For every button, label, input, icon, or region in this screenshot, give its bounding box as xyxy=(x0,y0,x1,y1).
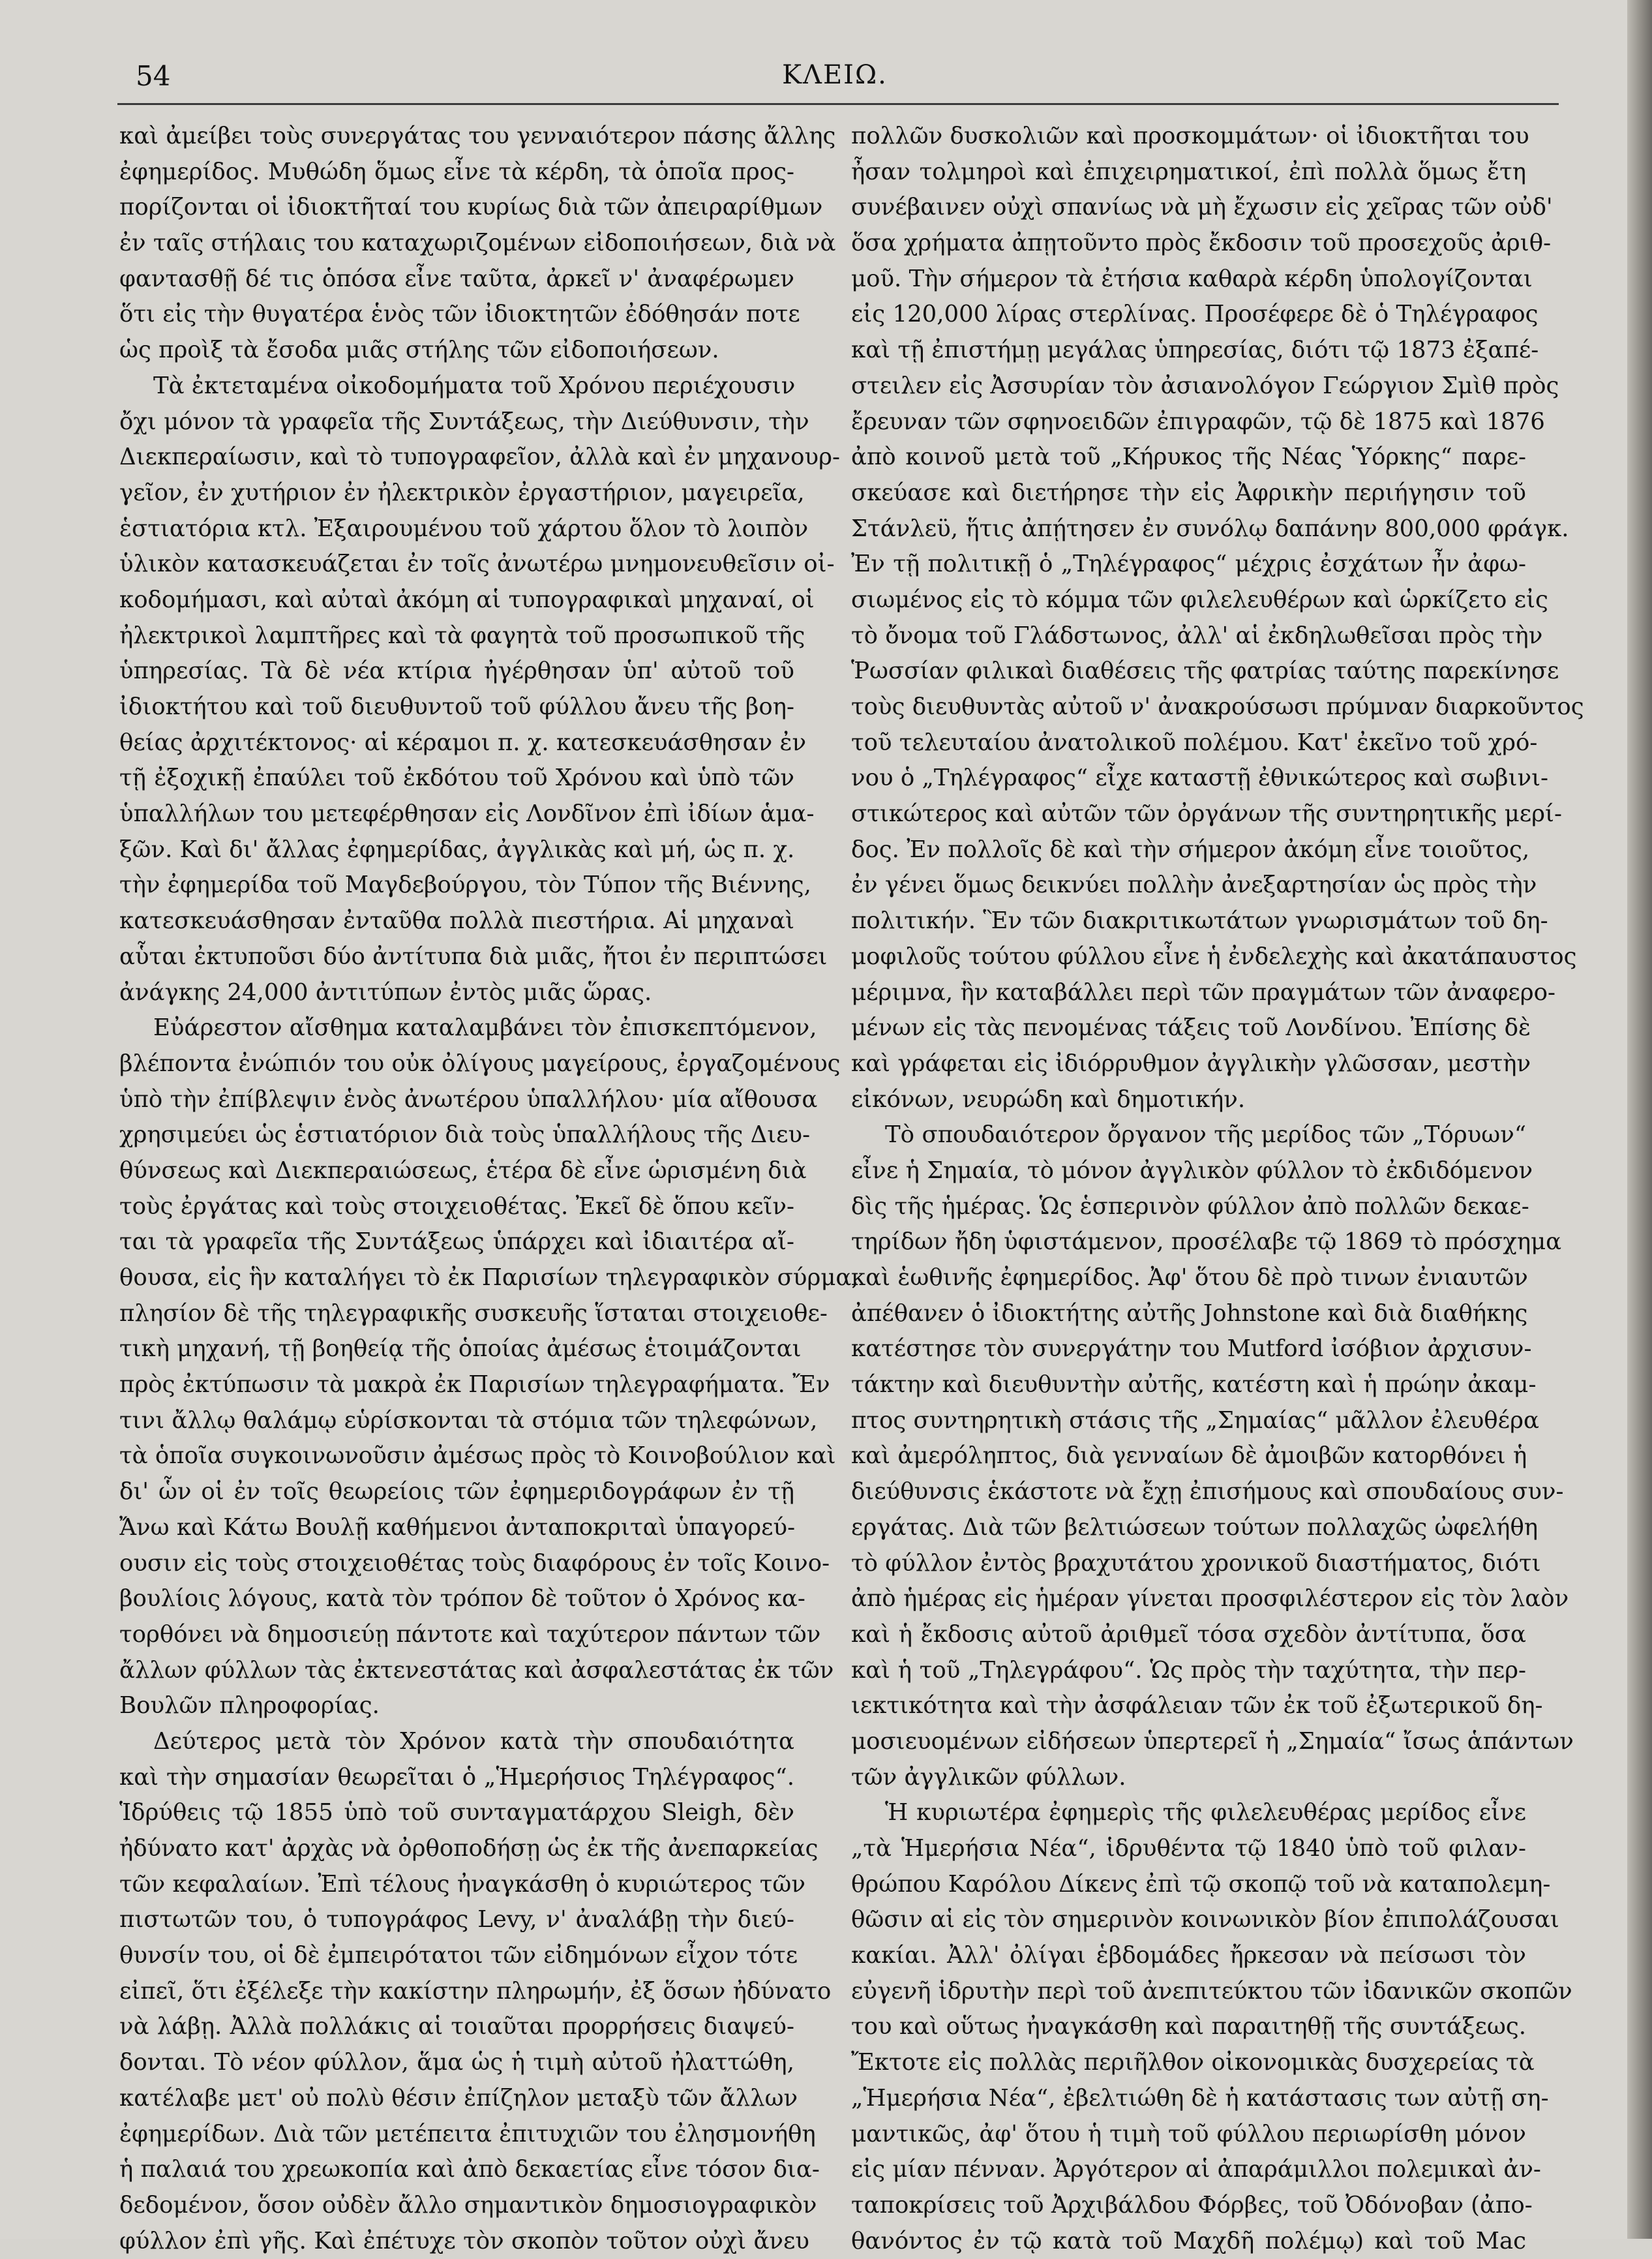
text-line: σκεύασε καὶ διετήρησε τὴν εἰς Ἀφρικὴν περιήγησιν τοῦ xyxy=(851,479,1526,506)
text-line: Ἡ κυριωτέρα ἐφημερὶς τῆς φιλελευθέρας μερίδος εἶνε xyxy=(885,1799,1526,1827)
text-line: ἦσαν τολμηροὶ καὶ ἐπιχειρηματικοί, ἐπὶ πολλὰ ὅμως ἔτη xyxy=(851,158,1526,185)
text-line: διεύθυνσις ἑκάστοτε νὰ ἔχῃ ἐπισήμους καὶ σπουδαίους συν- xyxy=(851,1478,1564,1506)
text-line: δος. Ἐν πολλοῖς δὲ καὶ τὴν σήμερον ἀκόμη εἶνε τοιοῦτος, xyxy=(851,836,1530,863)
text-line: μοσιευομένων εἰδήσεων ὑπερτερεῖ ἡ „Σημαία“ ἴσως ἁπάντων xyxy=(851,1727,1574,1755)
text-line: ἀνάγκης 24,000 ἀντιτύπων ἐντὸς μιᾶς ὥρας. xyxy=(119,978,652,1006)
text-line: δονται. Τὸ νέον φύλλον, ἅμα ὡς ἡ τιμὴ αὐτοῦ ἠλαττώθη, xyxy=(119,2049,794,2076)
text-line: νὰ λάβῃ. Ἀλλὰ πολλάκις αἱ τοιαῦται προρρήσεις διαψεύ- xyxy=(119,2013,794,2040)
text-line: θύνσεως καὶ Διεκπεραιώσεως, ἑτέρα δὲ εἶνε ὡρισμένη διὰ xyxy=(119,1157,807,1184)
text-line: κατεσκευάσθησαν ἐνταῦθα πολλὰ πιεστήρια. Αἱ μηχαναὶ xyxy=(119,907,794,935)
text-line: ξῶν. Καὶ δι' ἄλλας ἐφημερίδας, ἀγγλικὰς καὶ μή, ὡς π. χ. xyxy=(119,836,795,863)
text-line: θυνσίν του, οἱ δὲ ἐμπειρότατοι τῶν εἰδημόνων εἶχον τότε xyxy=(119,1942,798,1969)
text-line: ἄλλων φύλλων τὰς ἐκτενεστάτας καὶ ἀσφαλεστάτας ἐκ τῶν xyxy=(119,1656,834,1684)
text-line: δὶς τῆς ἡμέρας. Ὡς ἑσπερινὸν φύλλον ἀπὸ πολλῶν δεκαε- xyxy=(851,1192,1529,1220)
text-line: Ἄνω καὶ Κάτω Βουλῇ καθήμενοι ἀνταποκριταὶ ὑπαγορεύ- xyxy=(119,1513,796,1541)
text-line: ἑστιατόρια κτλ. Ἐξαιρουμένου τοῦ χάρτου ὅλον τὸ λοιπὸν xyxy=(119,515,809,542)
text-line: τοῦ τελευταίου ἀνατολικοῦ πολέμου. Κατ' ἐκεῖνο τοῦ χρό- xyxy=(851,729,1538,756)
text-line: πολλῶν δυσκολιῶν καὶ προσκομμάτων· οἱ ἰδιοκτῆται του xyxy=(851,123,1529,149)
page-gutter-shadow xyxy=(1627,0,1652,2239)
text-line: αὗται ἐκτυποῦσι δύο ἀντίτυπα διὰ μιᾶς, ἤτοι ἐν περιπτώσει xyxy=(119,943,828,970)
text-line: ἀπὸ κοινοῦ μετὰ τοῦ „Κήρυκος τῆς Νέας Ὑόρκης“ παρε- xyxy=(851,444,1526,471)
text-line: θανόντος ἐν τῷ κατὰ τοῦ Μαχδῆ πολέμῳ) καὶ τοῦ Mac xyxy=(851,2227,1526,2254)
text-line: συνέβαινεν οὐχὶ σπανίως νὰ μὴ ἔχωσιν εἰς χεῖρας τῶν οὐδ' xyxy=(851,194,1553,221)
text-line: θείας ἀρχιτέκτονος· αἱ κέραμοι π. χ. κατεσκευάσθησαν ἐν xyxy=(119,729,807,756)
text-line: εἰς 120,000 λίρας στερλίνας. Προσέφερε δὲ ὁ Τηλέγραφος xyxy=(851,301,1539,328)
text-line: ἰδιοκτήτου καὶ τοῦ διευθυντοῦ τοῦ φύλλου ἄνευ τῆς βοη- xyxy=(119,693,794,720)
text-line: τὸ ὄνομα τοῦ Γλάδστωνος, ἀλλ' αἱ ἐκδηλωθεῖσαι πρὸς τὴν xyxy=(851,622,1543,649)
text-line: Ἱδρύθεις τῷ 1855 ὑπὸ τοῦ συνταγματάρχου Sleigh, δὲν xyxy=(119,1799,794,1827)
text-line: χρησιμεύει ὡς ἑστιατόριον διὰ τοὺς ὑπαλλήλους τῆς Διευ- xyxy=(119,1121,811,1149)
text-line: εἶνε ἡ Σημαία, τὸ μόνον ἀγγλικὸν φύλλον τὸ ἐκδιδόμενον xyxy=(851,1157,1533,1184)
text-line: τοὺς ἐργάτας καὶ τοὺς στοιχειοθέτας. Ἐκεῖ δὲ ὅπου κεῖν- xyxy=(119,1192,794,1220)
text-line: τὸ φύλλον ἐντὸς βραχυτάτου χρονικοῦ διαστήματος, διότι xyxy=(851,1549,1541,1577)
text-line: κοδομήμασι, καὶ αὐταὶ ἀκόμη αἱ τυπογραφικαὶ μηχαναί, οἱ xyxy=(119,586,815,613)
text-line: εργάτας. Διὰ τῶν βελτιώσεων τούτων πολλαχῶς ὠφελήθη xyxy=(851,1513,1539,1541)
text-line: ὄχι μόνον τὰ γραφεῖα τῆς Συντάξεως, τὴν Διεύθυνσιν, τὴν xyxy=(119,408,809,435)
text-line: καὶ ἀμείβει τοὺς συνεργάτας του γενναιότερον πάσης ἄλλης xyxy=(119,123,836,149)
text-line: μοῦ. Τὴν σήμερον τὰ ἐτήσια καθαρὰ κέρδη ὑπολογίζονται xyxy=(851,265,1533,292)
text-line: εἰς μίαν πένναν. Ἀργότερον αἱ ἀπαράμιλλοι πολεμικαὶ ἀν- xyxy=(851,2156,1541,2183)
text-line: φύλλον ἐπὶ γῆς. Καὶ ἐπέτυχε τὸν σκοπὸν τοῦτον οὐχὶ ἄνευ xyxy=(119,2227,809,2254)
text-line: θρώπου Καρόλου Δίκενς ἐπὶ τῷ σκοπῷ τοῦ νὰ καταπολεμη- xyxy=(851,1870,1551,1898)
text-line: βουλίοις λόγους, κατὰ τὸν τρόπον δὲ τοῦτον ὁ Χρόνος κα- xyxy=(119,1585,805,1613)
text-line: Ἐν τῇ πολιτικῇ ὁ „Τηλέγραφος“ μέχρις ἐσχάτων ἦν ἀφω- xyxy=(851,551,1526,578)
running-header xyxy=(117,60,1552,106)
header-rule xyxy=(117,103,1559,105)
text-line: εὐγενῆ ἱδρυτὴν περὶ τοῦ ἀνεπιτεύκτου τῶν ἰδανικῶν σκοπῶν xyxy=(851,1977,1572,2005)
text-line: ἠλεκτρικοὶ λαμπτῆρες καὶ τὰ φαγητὰ τοῦ προσωπικοῦ τῆς xyxy=(119,622,805,649)
text-line: ὑπὸ τὴν ἐπίβλεψιν ἑνὸς ἀνωτέρου ὑπαλλήλου· μία αἴθουσα xyxy=(119,1085,818,1113)
text-line: μοφιλοῦς τούτου φύλλου εἶνε ἡ ἐνδελεχὴς καὶ ἀκατάπαυστος xyxy=(851,943,1577,970)
text-line: „Ἡμερήσια Νέα“, ἐβελτιώθη δὲ ἡ κατάστασις των αὐτῇ ση- xyxy=(851,2084,1549,2112)
text-line: ουσιν εἰς τοὺς στοιχειοθέτας τοὺς διαφόρους ἐν τοῖς Κοινο- xyxy=(119,1549,830,1577)
text-line: ταποκρίσεις τοῦ Ἀρχιβάλδου Φόρβες, τοῦ Ὀδόνοβαν (ἀπο- xyxy=(851,2191,1533,2219)
text-line: καὶ ἑωθινῆς ἐφημερίδος. Ἀφ' ὅτου δὲ πρὸ τινων ἐνιαυτῶν xyxy=(851,1264,1528,1291)
text-line: ἐφημερίδων. Διὰ τῶν μετέπειτα ἐπιτυχιῶν του ἐλησμονήθη xyxy=(119,2120,816,2147)
text-line: ὅσα χρήματα ἀπῃτοῦντο πρὸς ἔκδοσιν τοῦ προσεχοῦς ἀριθ- xyxy=(851,230,1552,257)
text-line: τινι ἄλλῳ θαλάμῳ εὑρίσκονται τὰ στόμια τῶν τηλεφώνων, xyxy=(119,1406,818,1434)
text-line: καὶ γράφεται εἰς ἰδιόρρυθμον ἀγγλικὴν γλῶσσαν, μεστὴν xyxy=(851,1050,1531,1077)
text-line: τηρίδων ἤδη ὑφιστάμενον, προσέλαβε τῷ 1869 τὸ πρόσχημα xyxy=(851,1228,1562,1256)
text-line: Διεκπεραίωσιν, καὶ τὸ τυπογραφεῖον, ἀλλὰ καὶ ἐν μηχανουρ- xyxy=(119,444,840,471)
text-line: τορθόνει νὰ δημοσιεύῃ πάντοτε καὶ ταχύτερον πάντων τῶν xyxy=(119,1620,821,1648)
text-line: Τὸ σπουδαιότερον ὄργανον τῆς μερίδος τῶν „Τόρυων“ xyxy=(885,1121,1526,1149)
text-line: καὶ ἡ τοῦ „Τηλεγράφου“. Ὡς πρὸς τὴν ταχύτητα, τὴν περ- xyxy=(851,1656,1526,1684)
text-line: θῶσιν αἱ εἰς τὸν σημερινὸν κοινωνικὸν βίον ἐπιπολάζουσαι xyxy=(851,1906,1559,1933)
text-line: πρὸς ἐκτύπωσιν τὰ μακρὰ ἐκ Παρισίων τηλεγραφήματα. Ἔν xyxy=(119,1371,830,1399)
text-line: κατέστησε τὸν συνεργάτην του Mutford ἰσόβιον ἀρχισυν- xyxy=(851,1335,1532,1363)
text-line: ὑπηρεσίας. Τὰ δὲ νέα κτίρια ἠγέρθησαν ὑπ' αὐτοῦ τοῦ xyxy=(119,658,794,685)
text-line: ἡ παλαιά του χρεωκοπία καὶ ἀπὸ δεκαετίας εἶνε τόσον δια- xyxy=(119,2156,820,2183)
text-line: „τὰ Ἡμερήσια Νέα“, ἱδρυθέντα τῷ 1840 ὑπὸ τοῦ φιλαν- xyxy=(851,1835,1526,1862)
text-line: τῇ ἐξοχικῇ ἐπαύλει τοῦ ἐκδότου τοῦ Χρόνου καὶ ὑπὸ τῶν xyxy=(119,765,794,792)
text-line: στικώτερος καὶ αὐτῶν τῶν ὀργάνων τῆς συντηρητικῆς μερί- xyxy=(851,800,1562,828)
text-line: πολιτικήν. Ἓν τῶν διακριτικωτάτων γνωρισμάτων τοῦ δη- xyxy=(851,907,1548,935)
text-line: τῶν κεφαλαίων. Ἐπὶ τέλους ἠναγκάσθη ὁ κυριώτερος τῶν xyxy=(119,1870,805,1898)
text-line: τῶν ἀγγλικῶν φύλλων. xyxy=(851,1763,1126,1791)
text-line: βλέποντα ἐνώπιόν του οὐκ ὀλίγους μαγείρους, ἐργαζομένους xyxy=(119,1050,841,1077)
running-title: ΚΛΕΙΩ. xyxy=(782,60,888,90)
text-line: μέριμνα, ἣν καταβάλλει περὶ τῶν πραγμάτων τῶν ἀναφερο- xyxy=(851,978,1556,1006)
text-line: Στάνλεϋ, ἥτις ἀπῄτησεν ἐν συνόλῳ δαπάνην 800,000 φράγκ. xyxy=(851,515,1569,542)
text-line: κακίαι. Ἀλλ' ὀλίγαι ἑβδομάδες ἤρκεσαν νὰ πείσωσι τὸν xyxy=(851,1942,1526,1969)
text-line: ἀπὸ ἡμέρας εἰς ἡμέραν γίνεται προσφιλέστερον εἰς τὸν λαὸν xyxy=(851,1585,1569,1613)
text-line: τικὴ μηχανή, τῇ βοηθείᾳ τῆς ὁποίας ἀμέσως ἑτοιμάζονται xyxy=(119,1335,802,1363)
text-line: δι' ὧν οἱ ἐν τοῖς θεωρείοις τῶν ἐφημεριδογράφων ἐν τῇ xyxy=(119,1478,794,1506)
text-line: νου ὁ „Τηλέγραφος“ εἶχε καταστῇ ἐθνικώτερος καὶ σωβινι- xyxy=(851,765,1548,792)
text-line: πιστωτῶν του, ὁ τυπογράφος Levy, ν' ἀναλάβῃ τὴν διεύ- xyxy=(119,1906,794,1933)
text-line: τὰ ὁποῖα συγκοινωνοῦσιν ἀμέσως πρὸς τὸ Κοινοβούλιον καὶ xyxy=(119,1442,836,1470)
text-line: καὶ ἀμερόληπτος, διὰ γενναίων δὲ ἀμοιβῶν κατορθόνει ἡ xyxy=(851,1442,1527,1470)
text-line: ἔρευναν τῶν σφηνοειδῶν ἐπιγραφῶν, τῷ δὲ 1875 καὶ 1876 xyxy=(851,408,1545,435)
text-line: ἐν ταῖς στήλαις του καταχωριζομένων εἰδοποιήσεων, διὰ νὰ xyxy=(119,230,836,257)
text-line: ὑλικὸν κατασκευάζεται ἐν τοῖς ἀνωτέρω μνημονευθεῖσιν οἰ- xyxy=(119,551,835,578)
text-line: ὅτι εἰς τὴν θυγατέρα ἑνὸς τῶν ἰδιοκτητῶν ἐδόθησάν ποτε xyxy=(119,301,800,328)
text-line: κατέλαβε μετ' οὐ πολὺ θέσιν ἐπίζηλον μεταξὺ τῶν ἄλλων xyxy=(119,2084,798,2112)
text-line: εἰκόνων, νευρώδη καὶ δημοτικήν. xyxy=(851,1085,1246,1113)
text-line: τὴν ἐφημερίδα τοῦ Μαγδεβούργου, τὸν Τύπον τῆς Βιέννης, xyxy=(119,872,811,899)
text-line: Δεύτερος μετὰ τὸν Χρόνον κατὰ τὴν σπουδαιότητα xyxy=(153,1727,794,1755)
text-line: ὑπαλλήλων του μετεφέρθησαν εἰς Λονδῖνον ἐπὶ ἰδίων ἁμα- xyxy=(119,800,815,828)
text-line: πτος συντηρητικὴ στάσις τῆς „Σημαίας“ μᾶλλον ἐλευθέρα xyxy=(851,1406,1539,1434)
text-line: εἰπεῖ, ὅτι ἐξέλεξε τὴν κακίστην πληρωμήν, ἐξ ὅσων ἠδύνατο xyxy=(119,1977,832,2005)
text-line: μένων εἰς τὰς πενομένας τάξεις τοῦ Λονδίνου. Ἐπίσης δὲ xyxy=(851,1014,1531,1042)
text-line: ἠδύνατο κατ' ἀρχὰς νὰ ὀρθοποδήσῃ ὡς ἐκ τῆς ἀνεπαρκείας xyxy=(119,1835,818,1862)
text-line: τάκτην καὶ διευθυντὴν αὐτῆς, κατέστη καὶ ἡ πρώην ἀκαμ- xyxy=(851,1371,1537,1399)
text-line: γεῖον, ἐν χυτήριον ἐν ἠλεκτρικὸν ἐργαστήριον, μαγειρεῖα, xyxy=(119,479,805,506)
text-line: στειλεν εἰς Ἀσσυρίαν τὸν ἀσιανολόγον Γεώργιον Σμὶθ πρὸς xyxy=(851,372,1559,399)
text-line: σιωμένος εἰς τὸ κόμμα τῶν φιλελευθέρων καὶ ὡρκίζετο εἰς xyxy=(851,586,1548,613)
text-line: καὶ ἡ ἔκδοσις αὐτοῦ ἀριθμεῖ τόσα σχεδὸν ἀντίτυπα, ὅσα xyxy=(851,1620,1526,1648)
text-line: ὡς προὶξ τὰ ἔσοδα μιᾶς στήλης τῶν εἰδοποιήσεων. xyxy=(119,337,719,364)
text-line: Εὐάρεστον αἴσθημα καταλαμβάνει τὸν ἐπισκεπτόμενον, xyxy=(153,1014,817,1042)
text-line: τοὺς διευθυντὰς αὐτοῦ ν' ἀνακρούσωσι πρύμναν διαρκοῦντος xyxy=(851,693,1584,720)
text-line: καὶ τὴν σημασίαν θεωρεῖται ὁ „Ἡμερήσιος Τηλέγραφος“. xyxy=(119,1763,794,1791)
text-line: ἀπέθανεν ὁ ἰδιοκτήτης αὐτῆς Johnstone καὶ διὰ διαθήκης xyxy=(851,1299,1528,1327)
text-line: ιεκτικότητα καὶ τὴν ἀσφάλειαν τῶν ἐκ τοῦ ἐξωτερικοῦ δη- xyxy=(851,1692,1543,1720)
left-text-column xyxy=(119,119,859,2254)
text-line: Ῥωσσίαν φιλικαὶ διαθέσεις τῆς φατρίας ταύτης παρεκίνησε xyxy=(851,658,1559,685)
text-line: ἐν γένει ὅμως δεικνύει πολλὴν ἀνεξαρτησίαν ὡς πρὸς τὴν xyxy=(851,872,1537,899)
text-line: Τὰ ἐκτεταμένα οἰκοδομήματα τοῦ Χρόνου περιέχουσιν xyxy=(153,372,796,399)
text-line: δεδομένον, ὅσον οὐδὲν ἄλλο σημαντικὸν δημοσιογραφικὸν xyxy=(119,2191,817,2219)
text-line: πορίζονται οἱ ἰδιοκτῆταί του κυρίως διὰ τῶν ἀπειραρίθμων xyxy=(119,194,823,221)
text-line: ἐφημερίδος. Μυθώδη ὅμως εἶνε τὰ κέρδη, τὰ ὁποῖα προς- xyxy=(119,158,794,185)
text-line: Ἔκτοτε εἰς πολλὰς περιῆλθον οἰκονομικὰς δυσχερείας τὰ xyxy=(851,2049,1535,2076)
text-line: φαντασθῇ δέ τις ὁπόσα εἶνε ταῦτα, ἀρκεῖ ν' ἀναφέρωμεν xyxy=(119,265,794,292)
right-text-column xyxy=(851,119,1584,2254)
text-line: θουσα, εἰς ἣν καταλήγει τὸ ἐκ Παρισίων τηλεγραφικὸν σύρμα, xyxy=(119,1264,859,1291)
text-line: καὶ τῇ ἐπιστήμῃ μεγάλας ὑπηρεσίας, διότι τῷ 1873 ἐξαπέ- xyxy=(851,337,1539,364)
text-line: πλησίον δὲ τῆς τηλεγραφικῆς συσκευῆς ἵσταται στοιχειοθε- xyxy=(119,1299,828,1327)
text-line: Βουλῶν πληροφορίας. xyxy=(119,1692,380,1720)
text-line: ται τὰ γραφεῖα τῆς Συντάξεως ὑπάρχει καὶ ἰδιαιτέρα αἴ- xyxy=(119,1228,794,1256)
text-line: του καὶ οὕτως ἠναγκάσθη καὶ παραιτηθῇ τῆς συντάξεως. xyxy=(851,2013,1526,2040)
text-line: μαντικῶς, ἀφ' ὅτου ἡ τιμὴ τοῦ φύλλου περιωρίσθη μόνον xyxy=(851,2120,1526,2147)
page-number: 54 xyxy=(136,60,171,92)
